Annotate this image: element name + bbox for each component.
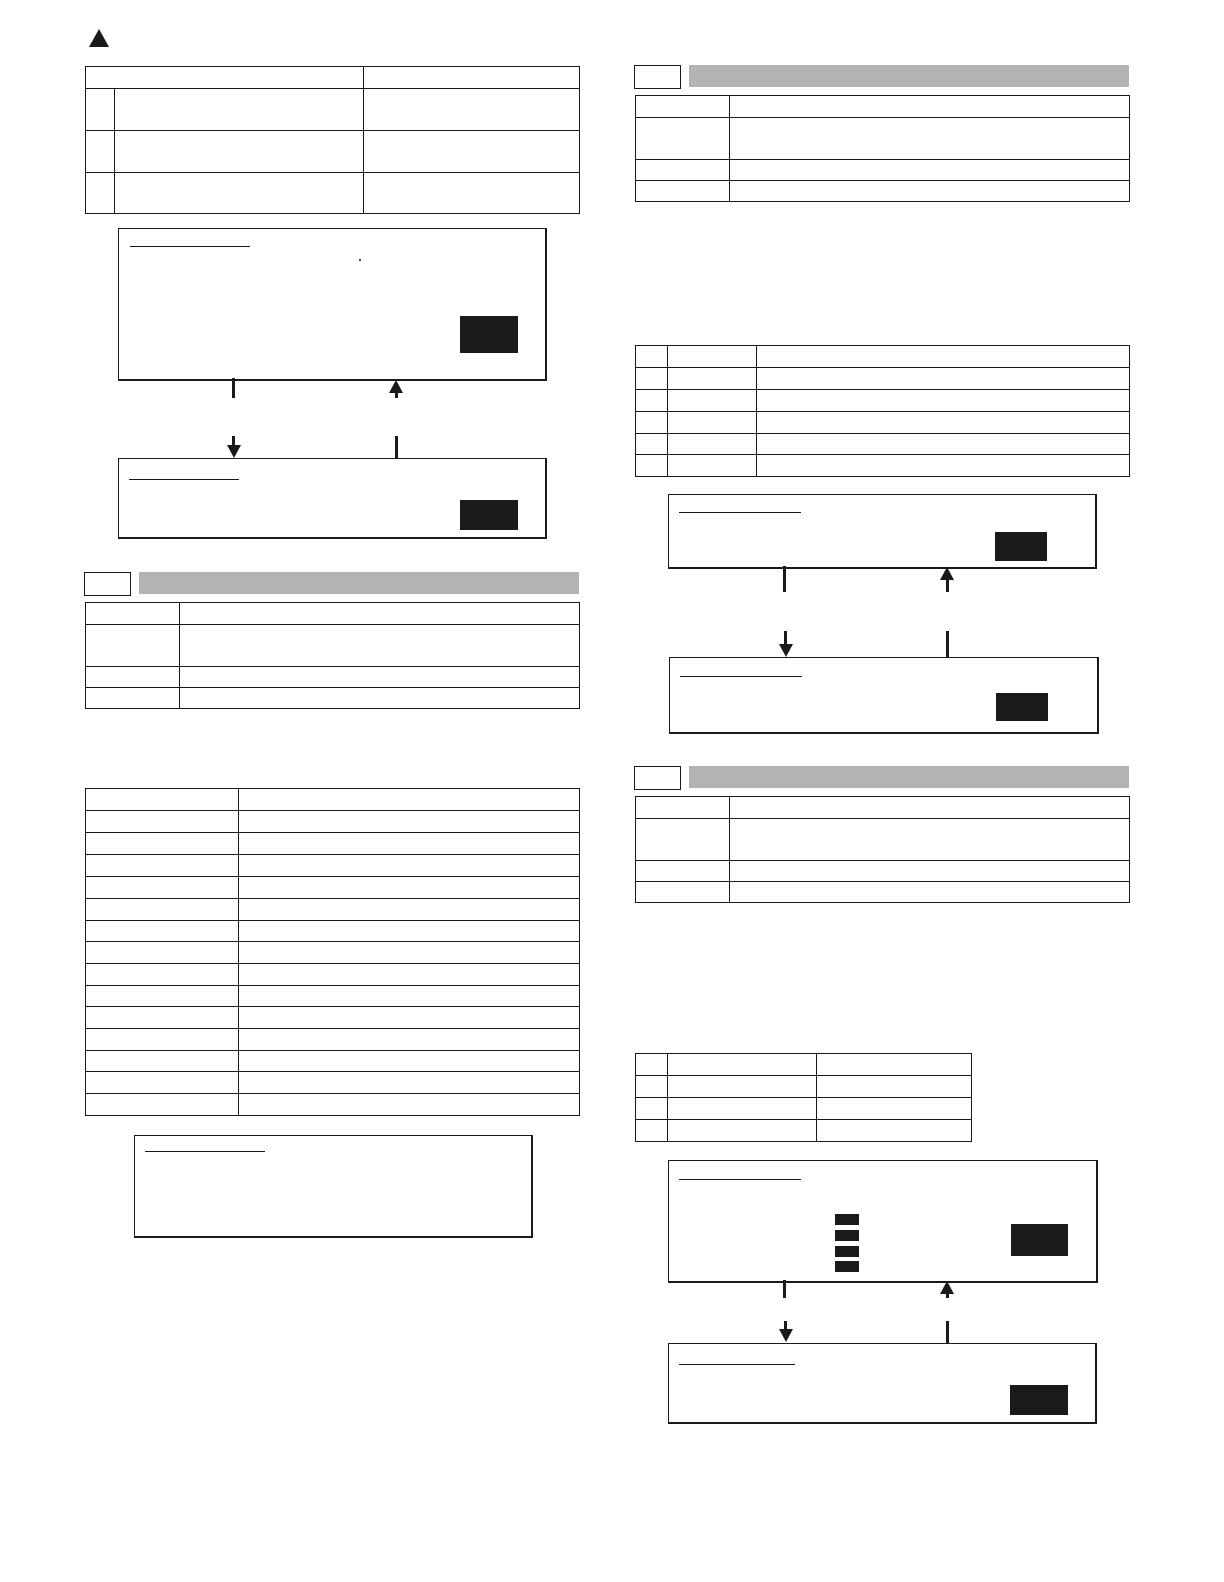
- section-heading-bar: [139, 572, 579, 594]
- table-row: [636, 882, 1130, 903]
- table-row: [636, 1076, 972, 1098]
- setting-screen: [668, 1160, 1098, 1283]
- section-info-table: [85, 602, 580, 709]
- execute-button[interactable]: [460, 316, 518, 353]
- connector-line: [946, 1292, 949, 1298]
- table-row: [86, 942, 580, 964]
- table-row: [86, 1029, 580, 1051]
- connector-line: [946, 578, 949, 592]
- table-row: [636, 96, 1130, 118]
- execute-button[interactable]: [995, 532, 1047, 561]
- section-info-table: [635, 95, 1130, 202]
- table-row: [86, 688, 580, 709]
- section-number-box: [634, 65, 681, 89]
- table-row: [636, 346, 1130, 368]
- setting-screen: [118, 228, 547, 381]
- table-row: [636, 819, 1130, 861]
- table-row: [636, 368, 1130, 390]
- warning-triangle-icon: [89, 29, 109, 47]
- connector-line: [395, 436, 398, 458]
- item-table: [85, 788, 580, 1116]
- table-row: [86, 1072, 580, 1094]
- connector-line: [783, 566, 786, 592]
- table-row: [86, 877, 580, 899]
- table-row: [86, 131, 580, 173]
- setting-screen: [668, 494, 1097, 569]
- connector-line: [783, 1280, 786, 1298]
- option-button[interactable]: [835, 1246, 859, 1257]
- table-row: [636, 1098, 972, 1120]
- setting-screen: [668, 1343, 1097, 1424]
- execute-button[interactable]: [1010, 1385, 1068, 1415]
- table-row: [636, 797, 1130, 819]
- option-button[interactable]: [835, 1214, 859, 1225]
- arrow-down-icon: [779, 1329, 793, 1342]
- arrow-down-icon: [227, 445, 241, 458]
- table-header-cell: [364, 67, 580, 89]
- screen-title-underline: [679, 512, 801, 513]
- table-row: [86, 603, 580, 625]
- table-row: [636, 160, 1130, 181]
- table-row: [636, 390, 1130, 412]
- section-heading-bar: [689, 766, 1129, 788]
- table-row: [86, 855, 580, 877]
- table-row: [86, 811, 580, 833]
- table-row: [636, 412, 1130, 434]
- section-number-box: [84, 572, 131, 596]
- section-number-box: [634, 766, 681, 790]
- table-row: [636, 118, 1130, 160]
- connector-line: [395, 392, 398, 398]
- screen-title-underline: [679, 1179, 801, 1180]
- screen-title-underline: [680, 676, 802, 677]
- table-row: [636, 181, 1130, 202]
- table-row: [636, 434, 1130, 455]
- connector-line: [946, 1321, 949, 1343]
- option-button[interactable]: [835, 1261, 859, 1272]
- item-table: [635, 345, 1130, 477]
- marker-dot: [359, 259, 361, 261]
- table-row: [86, 789, 580, 811]
- table-row: [86, 173, 580, 214]
- connector-line: [946, 631, 949, 657]
- display-screen: [134, 1135, 533, 1238]
- screen-title-underline: [679, 1364, 795, 1365]
- table-row: [86, 1007, 580, 1029]
- table-row: [636, 1054, 972, 1076]
- execute-button[interactable]: [996, 693, 1048, 721]
- selection-table: [85, 66, 580, 214]
- table-row: [636, 455, 1130, 477]
- table-row: [86, 986, 580, 1007]
- screen-title-underline: [145, 1151, 265, 1152]
- table-row: [86, 89, 580, 131]
- table-row: [86, 625, 580, 667]
- table-row: [86, 1051, 580, 1072]
- connector-line: [232, 378, 235, 398]
- execute-button[interactable]: [1011, 1224, 1068, 1256]
- table-row: [86, 964, 580, 986]
- screen-title-underline: [129, 479, 239, 480]
- table-row: [86, 667, 580, 688]
- setting-screen: [669, 657, 1099, 734]
- option-button[interactable]: [835, 1230, 859, 1241]
- screen-title-underline: [130, 246, 250, 247]
- item-table: [635, 1053, 972, 1142]
- table-row: [86, 833, 580, 855]
- arrow-down-icon: [779, 644, 793, 657]
- table-row: [636, 861, 1130, 882]
- section-info-table: [635, 796, 1130, 903]
- execute-button[interactable]: [460, 500, 518, 530]
- table-row: [86, 899, 580, 921]
- setting-screen: [118, 458, 547, 539]
- table-header-cell: [86, 67, 364, 89]
- section-heading-bar: [689, 65, 1129, 87]
- table-row: [636, 1120, 972, 1142]
- connector-line: [784, 631, 787, 645]
- table-row: [86, 921, 580, 942]
- table-row: [86, 1094, 580, 1116]
